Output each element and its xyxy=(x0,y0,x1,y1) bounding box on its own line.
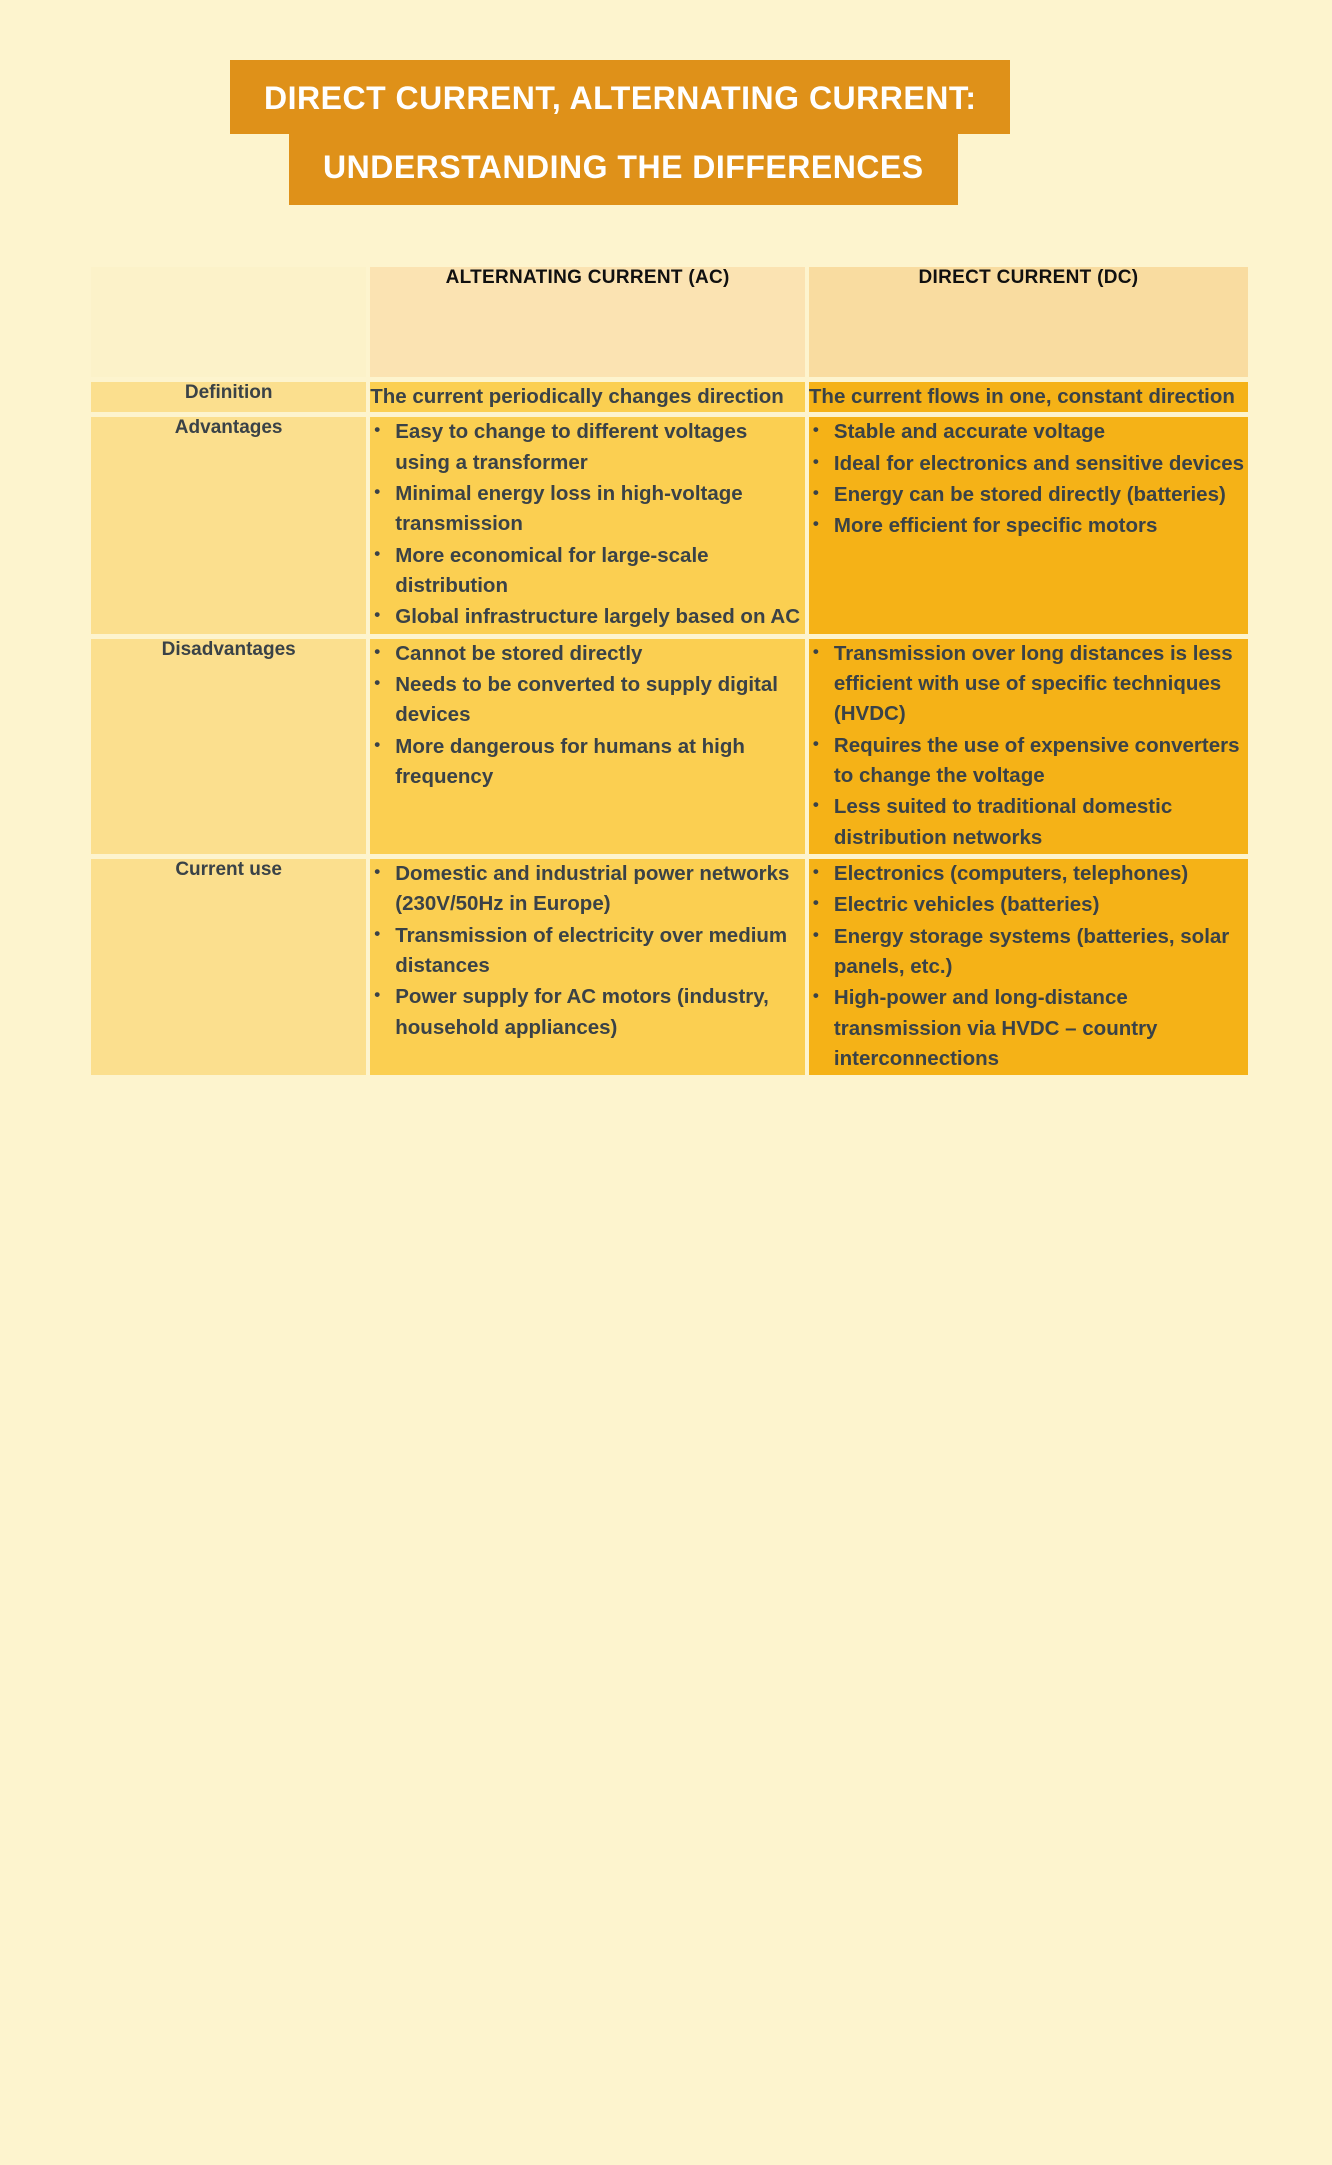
cell-paragraph: The current flows in one, constant direction xyxy=(808,385,1235,408)
list-item: • Requires the use of expensive converters to change the voltage xyxy=(809,731,1248,792)
page-title-line-2: UNDERSTANDING THE DIFFERENCES xyxy=(289,133,958,205)
bullet-list xyxy=(809,639,1248,853)
table-row xyxy=(91,639,1248,854)
cell-paragraph: The current periodically changes direction xyxy=(370,385,784,408)
row-label: Advantages xyxy=(91,417,366,633)
list-item: • More dangerous for humans at high frequency xyxy=(370,732,805,793)
header-dc: DIRECT CURRENT (DC) xyxy=(809,267,1248,377)
page-title-line-1: DIRECT CURRENT, ALTERNATING CURRENT: xyxy=(230,60,1010,134)
cell-ac xyxy=(370,417,805,633)
bullet-list xyxy=(370,859,805,1043)
table-row xyxy=(91,859,1248,1075)
comparison-table xyxy=(91,267,1248,1075)
cell-dc xyxy=(809,417,1248,633)
header-corner-cell xyxy=(91,267,366,377)
list-item: • Energy storage systems (batteries, solar panels, etc.) xyxy=(809,922,1248,983)
list-item: • Transmission over long distances is less efficient with use of specific techniques (HVDC) xyxy=(809,639,1248,730)
cell-ac xyxy=(370,859,805,1075)
list-item: • Domestic and industrial power networks (230V/50Hz in Europe) xyxy=(370,859,805,920)
list-item: • Less suited to traditional domestic distribution networks xyxy=(809,792,1248,853)
list-item: • Electric vehicles (batteries) xyxy=(809,890,1248,920)
bullet-list xyxy=(370,639,805,793)
table-row xyxy=(91,417,1248,633)
table-header-row xyxy=(91,267,1248,377)
bullet-list xyxy=(370,417,805,632)
cell-dc xyxy=(809,859,1248,1075)
list-item: • Needs to be converted to supply digital devices xyxy=(370,670,805,731)
list-item: • Electronics (computers, telephones) xyxy=(809,859,1248,889)
list-item: • More economical for large-scale distribution xyxy=(370,541,805,602)
list-item: • Transmission of electricity over medium distances xyxy=(370,921,805,982)
bullet-list xyxy=(809,859,1248,1074)
list-item: • High-power and long-distance transmission via HVDC – country interconnections xyxy=(809,983,1248,1074)
list-item: • Stable and accurate voltage xyxy=(809,417,1248,447)
row-label: Definition xyxy=(91,382,366,412)
bullet-list xyxy=(809,417,1248,541)
cell-dc xyxy=(809,382,1248,412)
cell-ac xyxy=(370,639,805,854)
list-item: • Energy can be stored directly (batteries) xyxy=(809,480,1248,510)
list-item: • Power supply for AC motors (industry, household appliances) xyxy=(370,982,805,1043)
cell-ac xyxy=(370,382,805,412)
row-label: Disadvantages xyxy=(91,639,366,854)
title-block xyxy=(0,60,1332,205)
header-ac: ALTERNATING CURRENT (AC) xyxy=(370,267,805,377)
list-item: • More efficient for specific motors xyxy=(809,511,1248,541)
cell-dc xyxy=(809,639,1248,854)
table-row xyxy=(91,382,1248,412)
list-item: • Minimal energy loss in high-voltage transmission xyxy=(370,479,805,540)
list-item: • Easy to change to different voltages using a transformer xyxy=(370,417,805,478)
list-item: • Cannot be stored directly xyxy=(370,639,805,669)
list-item: • Global infrastructure largely based on AC xyxy=(370,602,805,632)
list-item: • Ideal for electronics and sensitive devices xyxy=(809,449,1248,479)
row-label: Current use xyxy=(91,859,366,1075)
